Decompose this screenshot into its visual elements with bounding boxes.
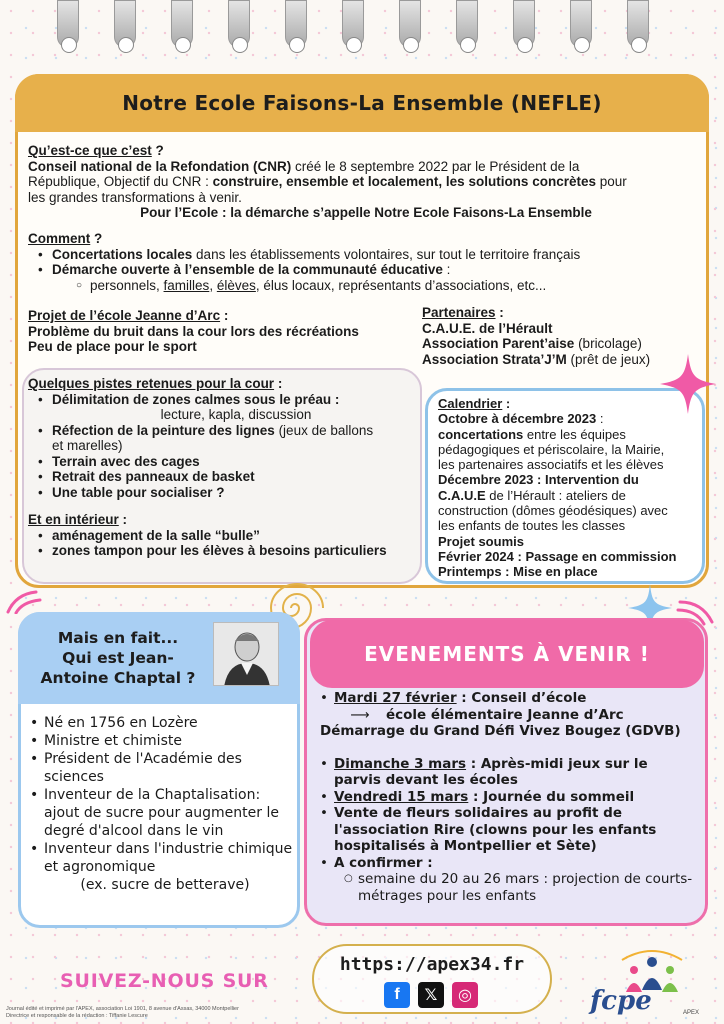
nefle-header — [15, 74, 709, 132]
list-item: • Délimitation de zones calmes sous le préau : lecture, kapla, discussion — [36, 392, 420, 423]
ring-icon — [57, 0, 79, 48]
list-item: • Inventeur de la Chaptalisation: ajout de sucre pour augmenter le degré d'alcool dans le vin — [28, 786, 294, 840]
follow-us-label: SUIVEZ-NOUS SUR — [60, 970, 269, 992]
list-item: • Président de l'Académie des sciences — [28, 750, 294, 786]
list-item: • Démarche ouverte à l’ensemble de la communauté éducative : ○ personnels, familles, élèves, élus locaux, représentants d’associations, etc... — [36, 262, 704, 293]
projet-heading: Projet de l’école Jeanne d’Arc — [28, 308, 221, 323]
facebook-icon[interactable]: f — [384, 982, 410, 1008]
section-comment: Comment ? • Concertations locales dans les établissements volontaires, sur tout le territoire français • Démarche ouverte à l’ensemble de la communauté éducative : ○ personnels, familles, élèves, élus locaux, représentants d’associations, etc... — [28, 231, 704, 293]
chaptal-title: Mais en fait... Qui est Jean- Antoine Chaptal ? — [40, 629, 196, 687]
list-item: • zones tampon pour les élèves à besoins particuliers — [36, 543, 420, 559]
list-item: • Concertations locales dans les établissements volontaires, sur tout le territoire français — [36, 247, 704, 263]
ring-icon — [342, 0, 364, 48]
page-title: Notre Ecole Faisons-La Ensemble (NEFLE) — [122, 91, 602, 115]
ring-icon — [171, 0, 193, 48]
section-calendrier: Calendrier : Octobre à décembre 2023 : concertations entre les équipes pédagogiques et périscolaire, la Mairie, les partenaires associatifs et les élèves Décembre 2023 : Intervention du C.A.U.E de l’Hérault : ateliers de construction (dômes géodésiques) avec les enfants de toutes les classes Projet soumis Février 2024 : Passage en commission Printemps : Mise en place — [438, 396, 677, 580]
list-item: • A confirmer : ○ semaine du 20 au 26 mars : projection de courts-métrages pour les enfants — [318, 855, 702, 905]
instagram-icon[interactable]: ◎ — [452, 982, 478, 1008]
binder-rings — [0, 0, 724, 60]
ring-icon — [456, 0, 478, 48]
list-item: • Vendredi 15 mars : Journée du sommeil — [318, 789, 702, 806]
calendrier-heading: Calendrier — [438, 396, 503, 411]
ring-icon — [114, 0, 136, 48]
website-link[interactable]: https://apex34.fr — [339, 954, 525, 975]
section-quest: Qu’est-ce que c’est ? Conseil national de la Refondation (CNR) créé le 8 septembre 2022 par le Président de la République, Objectif du CNR : construire, ensemble et localement, les solutions concrètes pour les grandes transformations à venir. Pour l’Ecole : la démarche s’appelle Notre Ecole Faisons-La Ensemble — [28, 143, 627, 220]
fcpe-logo: fcpe — [590, 986, 652, 1016]
list-item: • Une table pour socialiser ? — [36, 485, 420, 501]
list-item: ○ semaine du 20 au 26 mars : projection de courts-métrages pour les enfants — [344, 871, 702, 904]
list-item: • Né en 1756 en Lozère — [28, 714, 294, 732]
list-item: • Retrait des panneaux de basket — [36, 469, 420, 485]
events-header — [310, 620, 704, 688]
sparkle-icon — [660, 354, 716, 414]
events-list — [318, 690, 702, 904]
chaptal-list: • Né en 1756 en Lozère • Ministre et chimiste • Président de l'Académie des sciences • Inventeur de la Chaptalisation: ajout de sucre pour augmenter le degré d'alcool dans le vin • Inventeur dans l'industrie chimique et agronomique (ex. sucre de betterave) — [26, 714, 294, 894]
ring-icon — [570, 0, 592, 48]
interieur-heading: Et en intérieur — [28, 512, 119, 527]
ring-icon — [285, 0, 307, 48]
comment-heading: Comment — [28, 231, 91, 246]
legal-notice: Journal édité et imprimé par l'APEX, association Loi 1901, 8 avenue d'Assas, 34000 Montpellier Directrice et responsable de la rédaction : Tiffanie Lescure — [6, 1006, 239, 1019]
x-icon[interactable]: 𝕏 — [418, 982, 444, 1008]
decor-lines-icon — [6, 588, 46, 614]
list-item: • Réfection de la peinture des lignes (jeux de ballons et marelles) — [36, 423, 420, 454]
list-item: • Mardi 27 février : Conseil d’école ⟶ école élémentaire Jeanne d’Arc Démarrage du Grand Défi Vivez Bougez (GDVB) — [318, 690, 702, 740]
chaptal-portrait — [213, 622, 279, 686]
list-item: • Ministre et chimiste — [28, 732, 294, 750]
list-item: • Inventeur dans l'industrie chimique et agronomique — [28, 840, 294, 876]
events-title: EVENEMENTS À VENIR ! — [364, 642, 650, 666]
ring-icon — [627, 0, 649, 48]
list-item: • aménagement de la salle “bulle” — [36, 528, 420, 544]
section-pistes: Quelques pistes retenues pour la cour : • Délimitation de zones calmes sous le préau : lecture, kapla, discussion • Réfection de la peinture des lignes (jeux de ballons et marelles) • Terrain avec des cages • Retrait des panneaux de basket • Une table pour socialiser ? Et en intérieur : • aménagement de la salle “bulle” • zones tampon pour les élèves à besoins particuliers — [28, 376, 420, 559]
pistes-heading: Quelques pistes retenues pour la cour — [28, 376, 275, 391]
ring-icon — [513, 0, 535, 48]
list-item: • Terrain avec des cages — [36, 454, 420, 470]
apex-label: APEX — [683, 1010, 700, 1016]
section-partenaires: Partenaires : C.A.U.E. de l’Hérault Association Parent’aise (bricolage) Association Strata’J’M (prêt de jeux) — [422, 305, 651, 367]
quest-heading: Qu’est-ce que c’est — [28, 143, 152, 158]
partenaires-heading: Partenaires — [422, 305, 496, 320]
ring-icon — [399, 0, 421, 48]
list-item: ○ personnels, familles, élèves, élus locaux, représentants d’associations, etc... — [76, 278, 704, 294]
list-item: • Dimanche 3 mars : Après-midi jeux sur le parvis devant les écoles — [318, 756, 702, 789]
section-projet: Projet de l’école Jeanne d’Arc : Problème du bruit dans la cour lors des récréations Peu de place pour le sport — [28, 308, 359, 354]
arrow-icon: ⟶ — [350, 706, 370, 723]
list-item: • Vente de fleurs solidaires au profit de l'association Rire (clowns pour les enfants hospitalisés à Montpellier et Sète) — [318, 805, 702, 855]
ring-icon — [228, 0, 250, 48]
